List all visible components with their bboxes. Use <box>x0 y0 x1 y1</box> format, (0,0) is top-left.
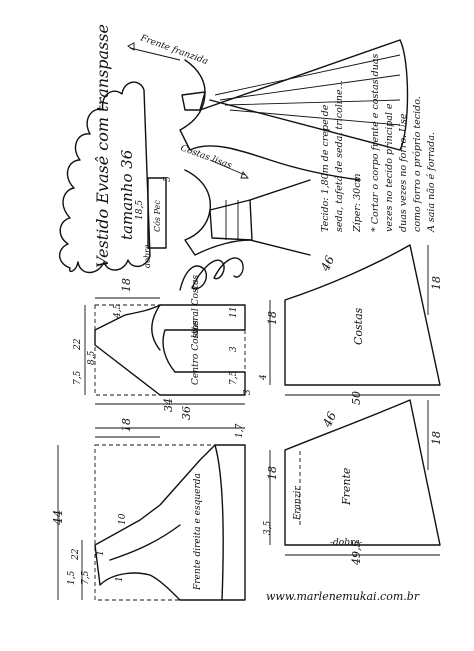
front-dim-18: 18 <box>120 418 133 432</box>
skirt-front-dim-18a: 18 <box>266 466 279 480</box>
note-cut-4: como forro o próprio tecido. <box>412 96 423 232</box>
skirt-front-label: Frente <box>340 467 353 505</box>
back-dim-7-5b: 7,5 <box>229 370 239 385</box>
skirt-back-dim-18a: 18 <box>266 311 279 325</box>
note-cut-full: Cortar o corpo frente e costas duas vezes no tecido principal e duas vezes no forro. Use como forro o próprio tecido. <box>1 2 60 3</box>
dress-sketch-back <box>179 143 310 255</box>
note-cut-1: * Cortar o corpo frente e costas duas <box>370 53 381 232</box>
skirt-back-dim-4: 4 <box>259 374 269 380</box>
back-dim-11: 11 <box>229 306 239 318</box>
skirt-front-piece <box>263 400 443 566</box>
back-dim-4-5: 4,5 <box>113 303 123 318</box>
strap-piece <box>135 176 173 268</box>
front-dim-1a: 1 <box>96 550 106 556</box>
skirt-front-dim-3-5: 3,5 <box>263 520 273 535</box>
front-dim-22: 22 <box>71 548 81 560</box>
skirt-front-gather: Franzir <box>293 486 303 520</box>
strap-label-hidden: Alça <box>1 3 4 4</box>
back-sketch-label: Costas lisas <box>178 143 233 172</box>
front-dim-1-5: 1,5 <box>67 570 77 585</box>
skirt-back-dim-18b: 18 <box>430 276 443 290</box>
strap-line2: 18,5 <box>135 199 145 220</box>
back-bodice-lower-label: Centro Costas <box>191 320 201 385</box>
note-cut-5: A saia não é forrada. <box>426 131 437 232</box>
skirt-front-dim-46: 46 <box>320 409 340 430</box>
website-link[interactable]: www.marlenemukai.com.br <box>266 590 420 603</box>
skirt-front-dim-18b: 18 <box>430 431 443 445</box>
strap-line1: Cós Pec <box>153 200 162 232</box>
note-zipper: Zíper: 30cm <box>352 173 363 232</box>
front-sketch-label: Frente franzida <box>138 33 210 68</box>
back-dim-7-5a: 7,5 <box>73 370 83 385</box>
note-fabric-2: seda, tafetá de seda, tricoline... <box>334 80 345 232</box>
strap-dobra: dobra <box>143 244 152 268</box>
back-dim-22: 22 <box>73 338 83 350</box>
title-line1: Vestido Evasê com transpasse <box>93 24 112 268</box>
front-dim-1-7: 1,7 <box>235 423 245 438</box>
note-fabric-1: Tecido: 1,80m de crepe de <box>320 104 331 232</box>
front-dim-1b: 1 <box>115 576 125 582</box>
skirt-front-dim-49-5: 49,5 <box>350 540 363 565</box>
front-dim-7-5: 7,5 <box>81 570 91 585</box>
back-dim-18: 18 <box>120 278 133 292</box>
note-fabric-full: Tecido: 1,80m de crepe de seda, tafetá de seda, tricoline... <box>1 1 31 2</box>
back-dim-3b: 3 <box>243 389 253 395</box>
back-bodice-upper-label: lateral Costas <box>191 274 201 338</box>
skirt-back-piece <box>259 245 443 405</box>
instructions <box>1 0 437 233</box>
back-dim-8-5: 8,5 <box>87 350 97 365</box>
back-dim-3a: 3 <box>229 346 239 352</box>
skirt-back-dim-50: 50 <box>350 391 363 405</box>
skirt-front-fold: -dobra- <box>330 538 363 548</box>
signature-text: Marlene Mukai <box>205 227 214 290</box>
title-line2: tamanho 36 <box>118 149 136 240</box>
strap-width: 5 <box>163 176 173 182</box>
back-dim-34: 34 <box>162 398 175 412</box>
strap-width2-hidden: 4 <box>1 4 2 5</box>
front-dim-10: 10 <box>118 513 128 525</box>
front-dim-44: 44 <box>51 509 65 525</box>
front-bodice-label: Frente direita e esquerda <box>193 473 203 590</box>
note-cut-3: duas vezes no forro. Use <box>398 113 409 232</box>
skirt-back-label: Costas <box>352 307 365 345</box>
back-bodice-piece <box>73 275 253 413</box>
front-bodice-piece <box>51 406 245 600</box>
dress-sketch-front <box>128 33 408 180</box>
signature <box>180 228 243 291</box>
front-dim-36: 36 <box>180 406 193 420</box>
skirt-back-dim-46: 46 <box>318 253 338 274</box>
title-cloud <box>60 24 150 272</box>
note-cut-2: vezes no tecido principal e <box>384 103 395 232</box>
